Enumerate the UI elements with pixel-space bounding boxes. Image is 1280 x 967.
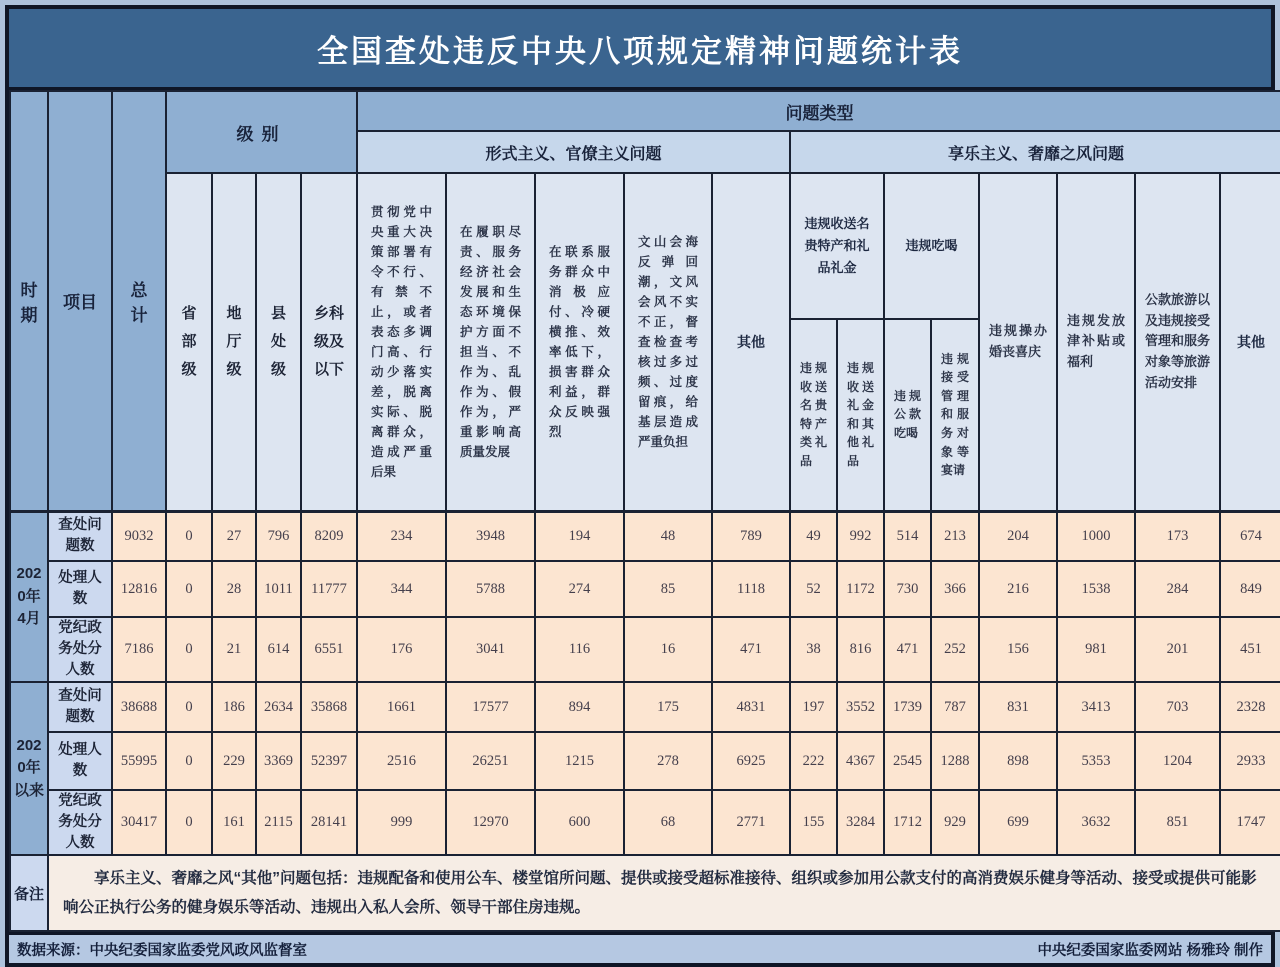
data-cell: 514 xyxy=(884,511,931,561)
data-cell: 2771 xyxy=(712,790,790,855)
level-header: 乡科级及以下 xyxy=(301,173,357,511)
data-cell: 929 xyxy=(931,790,979,855)
data-cell: 27 xyxy=(212,511,256,561)
data-cell: 1739 xyxy=(884,682,931,732)
data-cell: 851 xyxy=(1135,790,1220,855)
data-cell: 156 xyxy=(979,617,1057,682)
data-cell: 278 xyxy=(624,732,712,790)
data-cell: 274 xyxy=(535,561,624,617)
data-cell: 5788 xyxy=(446,561,535,617)
hedonism-sub-header: 违规收送名贵特产类礼品 xyxy=(790,319,837,511)
footer-bar xyxy=(9,932,1271,963)
data-cell: 201 xyxy=(1135,617,1220,682)
formalism-col-header: 文山会海反弹回潮，文风会风不实不正，督查检查考核过多过频、过度留痕，给基层造成严重负担 xyxy=(624,173,712,511)
header-item: 项目 xyxy=(48,91,112,511)
data-cell: 0 xyxy=(166,561,212,617)
data-cell: 3948 xyxy=(446,511,535,561)
formalism-col-header: 在联系服务群众中消极应付、冷硬横推、效率低下，损害群众利益，群众反映强烈 xyxy=(535,173,624,511)
data-cell: 1204 xyxy=(1135,732,1220,790)
data-cell: 55995 xyxy=(112,732,166,790)
data-cell: 186 xyxy=(212,682,256,732)
data-cell: 2545 xyxy=(884,732,931,790)
data-cell: 17577 xyxy=(446,682,535,732)
period-cell: 2020年以来 xyxy=(10,682,48,855)
data-cell: 252 xyxy=(931,617,979,682)
data-cell: 1661 xyxy=(357,682,446,732)
hedonism-col-header: 违规发放津补贴或福利 xyxy=(1057,173,1135,511)
data-cell: 21 xyxy=(212,617,256,682)
row-label: 查处问题数 xyxy=(48,511,112,561)
level-header: 县处级 xyxy=(256,173,301,511)
data-cell: 52 xyxy=(790,561,837,617)
header-formalism: 形式主义、官僚主义问题 xyxy=(357,131,790,173)
data-cell: 2328 xyxy=(1220,682,1280,732)
data-cell: 981 xyxy=(1057,617,1135,682)
data-cell: 3413 xyxy=(1057,682,1135,732)
data-cell: 229 xyxy=(212,732,256,790)
data-cell: 1712 xyxy=(884,790,931,855)
data-cell: 9032 xyxy=(112,511,166,561)
hedonism-other-header: 其他 xyxy=(1220,173,1280,511)
data-cell: 3284 xyxy=(837,790,884,855)
data-cell: 1288 xyxy=(931,732,979,790)
data-cell: 600 xyxy=(535,790,624,855)
data-cell: 999 xyxy=(357,790,446,855)
data-cell: 3041 xyxy=(446,617,535,682)
data-cell: 992 xyxy=(837,511,884,561)
data-cell: 6925 xyxy=(712,732,790,790)
data-cell: 28 xyxy=(212,561,256,617)
remark-cell xyxy=(48,855,1280,931)
data-cell: 789 xyxy=(712,511,790,561)
hedonism-col-header: 公款旅游以及违规接受管理和服务对象等旅游活动安排 xyxy=(1135,173,1220,511)
data-cell: 28141 xyxy=(301,790,357,855)
data-cell: 2634 xyxy=(256,682,301,732)
data-cell: 222 xyxy=(790,732,837,790)
data-cell: 1538 xyxy=(1057,561,1135,617)
data-cell: 38688 xyxy=(112,682,166,732)
data-cell: 5353 xyxy=(1057,732,1135,790)
data-cell: 730 xyxy=(884,561,931,617)
data-cell: 234 xyxy=(357,511,446,561)
data-cell: 213 xyxy=(931,511,979,561)
data-cell: 48 xyxy=(624,511,712,561)
data-cell: 49 xyxy=(790,511,837,561)
data-cell: 849 xyxy=(1220,561,1280,617)
data-cell: 161 xyxy=(212,790,256,855)
data-cell: 52397 xyxy=(301,732,357,790)
data-cell: 1000 xyxy=(1057,511,1135,561)
data-cell: 0 xyxy=(166,682,212,732)
formalism-col-header: 贯彻党中央重大决策部署有令不行、有禁不止，或者表态多调门高、行动少落实差，脱离实际、脱离群众，造成严重后果 xyxy=(357,173,446,511)
data-cell: 3369 xyxy=(256,732,301,790)
data-cell: 471 xyxy=(884,617,931,682)
data-cell: 26251 xyxy=(446,732,535,790)
data-cell: 12816 xyxy=(112,561,166,617)
formalism-other-header: 其他 xyxy=(712,173,790,511)
data-cell: 1747 xyxy=(1220,790,1280,855)
data-cell: 3552 xyxy=(837,682,884,732)
title-bar xyxy=(9,9,1271,90)
header-period: 时期 xyxy=(10,91,48,511)
data-cell: 1215 xyxy=(535,732,624,790)
remark-label: 备注 xyxy=(10,855,48,931)
data-cell: 155 xyxy=(790,790,837,855)
row-label: 处理人数 xyxy=(48,561,112,617)
data-cell: 1172 xyxy=(837,561,884,617)
data-cell: 38 xyxy=(790,617,837,682)
data-cell: 0 xyxy=(166,790,212,855)
data-cell: 0 xyxy=(166,732,212,790)
data-cell: 2115 xyxy=(256,790,301,855)
page-title: 全国查处违反中央八项规定精神问题统计表 xyxy=(317,33,963,69)
data-cell: 175 xyxy=(624,682,712,732)
header-level: 级别 xyxy=(166,91,357,173)
data-cell: 35868 xyxy=(301,682,357,732)
data-cell: 2933 xyxy=(1220,732,1280,790)
data-cell: 85 xyxy=(624,561,712,617)
header-hedonism: 享乐主义、奢靡之风问题 xyxy=(790,131,1280,173)
data-cell: 674 xyxy=(1220,511,1280,561)
data-cell: 173 xyxy=(1135,511,1220,561)
data-cell: 366 xyxy=(931,561,979,617)
statistics-table xyxy=(9,90,1280,932)
period-cell: 2020年4月 xyxy=(10,511,48,682)
data-cell: 699 xyxy=(979,790,1057,855)
footer-source: 数据来源：中央纪委国家监委党风政风监督室 xyxy=(17,942,307,959)
row-label: 党纪政务处分人数 xyxy=(48,617,112,682)
data-cell: 8209 xyxy=(301,511,357,561)
data-cell: 831 xyxy=(979,682,1057,732)
data-cell: 284 xyxy=(1135,561,1220,617)
data-cell: 197 xyxy=(790,682,837,732)
data-cell: 3632 xyxy=(1057,790,1135,855)
data-cell: 0 xyxy=(166,511,212,561)
row-label: 查处问题数 xyxy=(48,682,112,732)
data-cell: 12970 xyxy=(446,790,535,855)
row-label: 处理人数 xyxy=(48,732,112,790)
header-total: 总计 xyxy=(112,91,166,511)
data-cell: 4367 xyxy=(837,732,884,790)
data-cell: 2516 xyxy=(357,732,446,790)
data-cell: 471 xyxy=(712,617,790,682)
data-cell: 216 xyxy=(979,561,1057,617)
data-cell: 787 xyxy=(931,682,979,732)
row-label: 党纪政务处分人数 xyxy=(48,790,112,855)
data-cell: 451 xyxy=(1220,617,1280,682)
data-cell: 816 xyxy=(837,617,884,682)
header-problem-type: 问题类型 xyxy=(357,91,1280,131)
data-cell: 7186 xyxy=(112,617,166,682)
hedonism-sub-header: 违规接受管理和服务对象等宴请 xyxy=(931,319,979,511)
level-header: 省部级 xyxy=(166,173,212,511)
footer-credit: 中央纪委国家监委网站 杨雅玲 制作 xyxy=(1037,942,1263,959)
hedonism-sub-header: 违规收送礼金和其他礼品 xyxy=(837,319,884,511)
data-cell: 116 xyxy=(535,617,624,682)
data-cell: 30417 xyxy=(112,790,166,855)
data-cell: 614 xyxy=(256,617,301,682)
data-cell: 344 xyxy=(357,561,446,617)
data-cell: 1118 xyxy=(712,561,790,617)
hedonism-col-header: 违规操办婚丧喜庆 xyxy=(979,173,1057,511)
data-cell: 194 xyxy=(535,511,624,561)
data-cell: 703 xyxy=(1135,682,1220,732)
data-cell: 6551 xyxy=(301,617,357,682)
data-cell: 204 xyxy=(979,511,1057,561)
hedonism-sub-header: 违规公款吃喝 xyxy=(884,319,931,511)
data-cell: 894 xyxy=(535,682,624,732)
data-cell: 796 xyxy=(256,511,301,561)
data-cell: 4831 xyxy=(712,682,790,732)
statistics-sheet xyxy=(5,5,1275,967)
data-cell: 176 xyxy=(357,617,446,682)
data-cell: 898 xyxy=(979,732,1057,790)
remark-text: 享乐主义、奢靡之风“其他”问题包括：违规配备和使用公车、楼堂馆所问题、提供或接受超标准接待、组织或参加用公款支付的高消费娱乐健身等活动、接受或提供可能影响公正执行公务的健身娱乐等活动、违规出入私人会所、领导干部住房违规。 xyxy=(63,869,1257,917)
data-cell: 16 xyxy=(624,617,712,682)
hedonism-parent-header: 违规收送名贵特产和礼品礼金 xyxy=(790,173,884,319)
data-cell: 0 xyxy=(166,617,212,682)
data-cell: 11777 xyxy=(301,561,357,617)
level-header: 地厅级 xyxy=(212,173,256,511)
data-cell: 68 xyxy=(624,790,712,855)
formalism-col-header: 在履职尽责、服务经济社会发展和生态环境保护方面不担当、不作为、乱作为、假作为，严重影响高质量发展 xyxy=(446,173,535,511)
hedonism-parent-header: 违规吃喝 xyxy=(884,173,979,319)
data-cell: 1011 xyxy=(256,561,301,617)
